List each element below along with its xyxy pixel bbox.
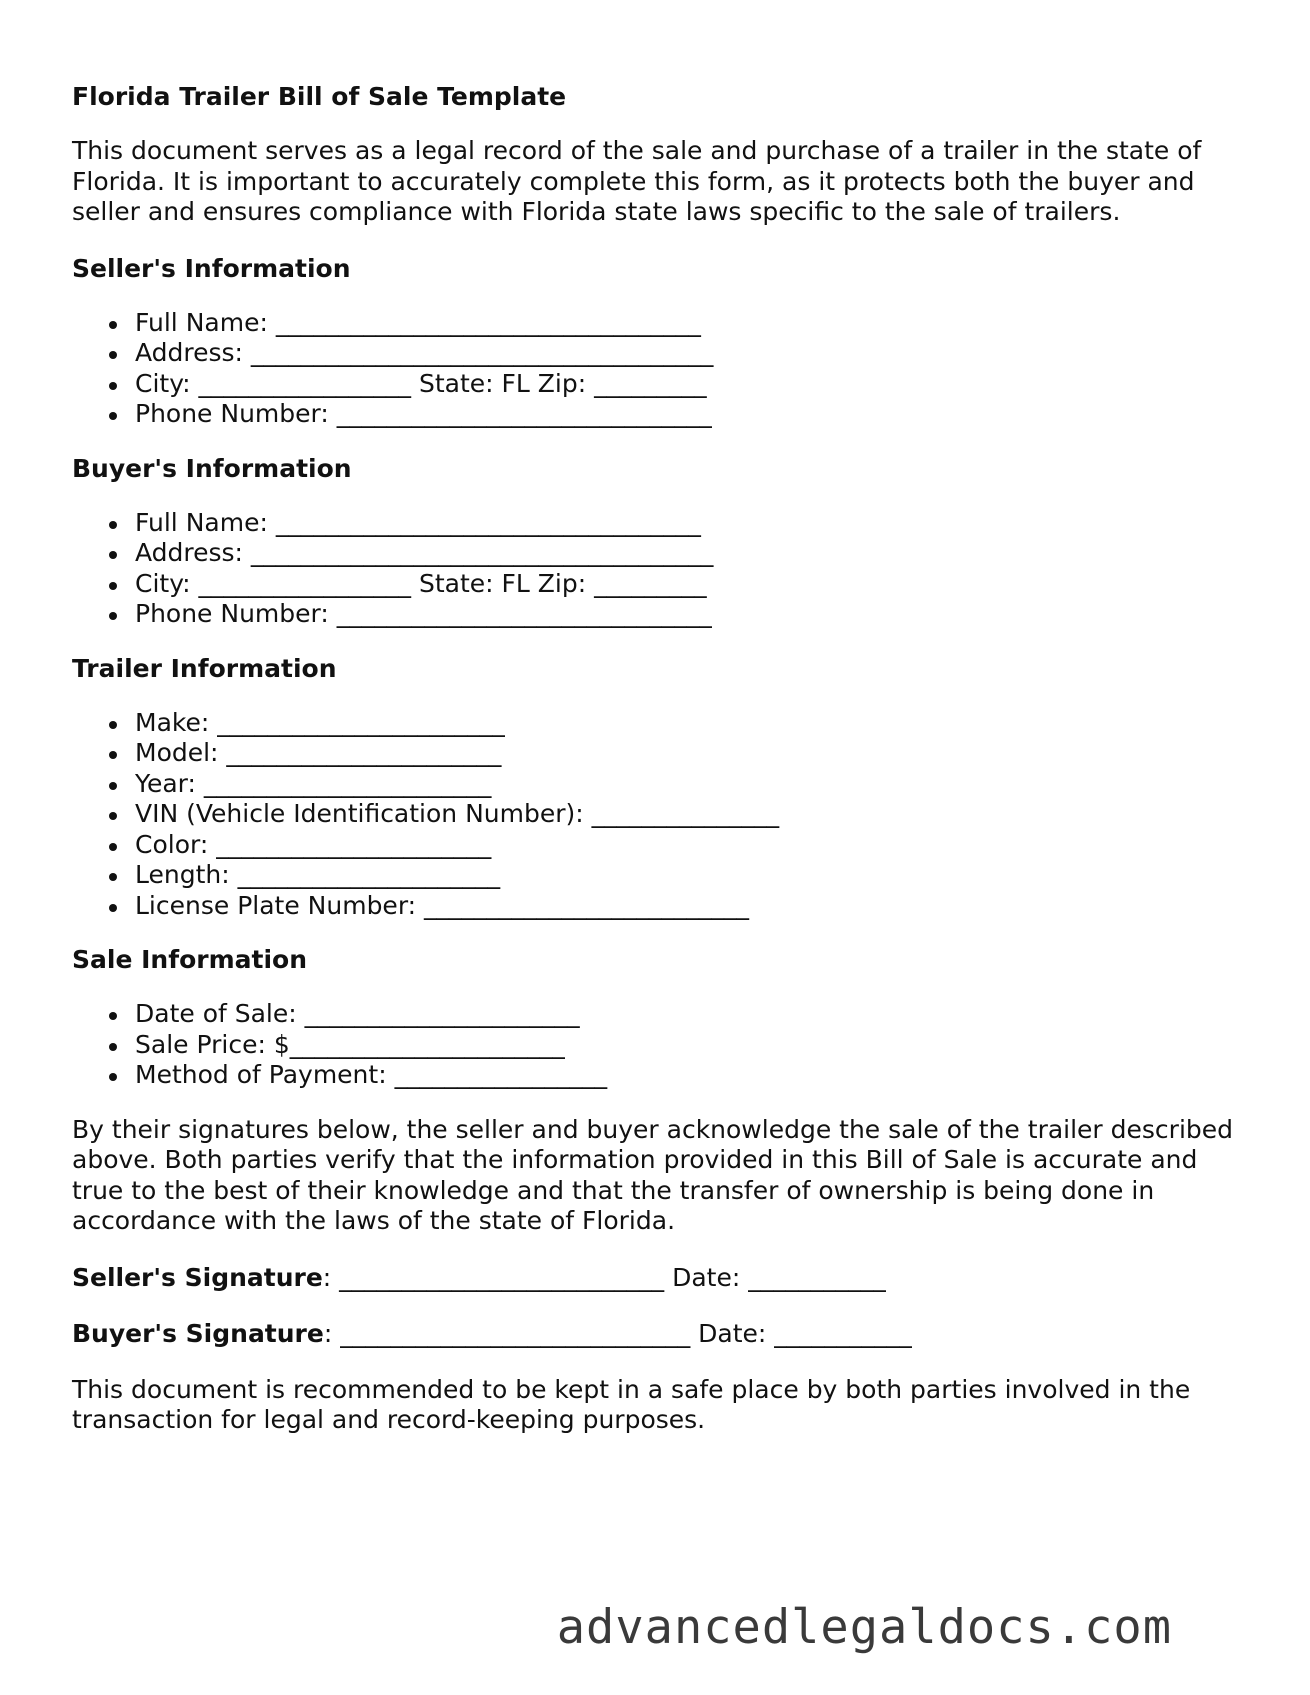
seller-full-name-field: Full Name: __________________________________	[135, 308, 1242, 339]
trailer-length-field: Length: _____________________	[135, 860, 1242, 891]
sale-date-field: Date of Sale: ______________________	[135, 999, 1242, 1030]
sale-info-list	[72, 999, 1242, 1091]
trailer-year-field: Year: _______________________	[135, 769, 1242, 800]
seller-signature-label: Seller's Signature	[72, 1262, 323, 1292]
buyer-info-list	[72, 508, 1242, 630]
trailer-make-field: Make: _______________________	[135, 708, 1242, 739]
seller-signature-line	[72, 1263, 1242, 1293]
intro-paragraph: This document serves as a legal record of the sale and purchase of a trailer in the state of Florida. It is important to accurately complete this form, as it protects both the buyer and seller and ensures compliance with Florida state laws specific to the sale of trailers.	[72, 136, 1202, 226]
buyer-full-name-field: Full Name: __________________________________	[135, 508, 1242, 539]
trailer-license-plate-field: License Plate Number: __________________________	[135, 891, 1242, 922]
buyer-info-heading: Buyer's Information	[72, 453, 352, 483]
acknowledgement-paragraph: By their signatures below, the seller and buyer acknowledge the sale of the trailer described above. Both parties verify that the information provided in this Bill of Sale is accurate and true to the best of their knowledge and that the transfer of ownership is being done in accordance with the laws of the state of Florida.	[72, 1114, 1234, 1235]
site-watermark: advancedlegaldocs.com	[556, 1600, 1172, 1655]
buyer-address-field: Address: _____________________________________	[135, 538, 1242, 569]
buyer-signature-blank: : ____________________________ Date: ___________	[323, 1318, 912, 1348]
seller-phone-field: Phone Number: ______________________________	[135, 399, 1242, 430]
closing-paragraph: This document is recommended to be kept in a safe place by both parties involved in the transaction for legal and record-keeping purposes.	[72, 1374, 1191, 1434]
buyer-signature-line	[72, 1319, 1242, 1349]
buyer-phone-field: Phone Number: ______________________________	[135, 599, 1242, 630]
trailer-model-field: Model: ______________________	[135, 738, 1242, 769]
document-title: Florida Trailer Bill of Sale Template	[72, 82, 567, 111]
trailer-info-list	[72, 708, 1242, 922]
trailer-vin-field: VIN (Vehicle Identification Number): _______________	[135, 799, 1242, 830]
seller-address-field: Address: _____________________________________	[135, 338, 1242, 369]
buyer-signature-label: Buyer's Signature	[72, 1318, 324, 1348]
sale-price-field: Sale Price: $______________________	[135, 1030, 1242, 1061]
document-page	[72, 82, 1242, 1462]
payment-method-field: Method of Payment: _________________	[135, 1060, 1242, 1091]
trailer-color-field: Color: ______________________	[135, 830, 1242, 861]
seller-signature-blank: : __________________________ Date: ___________	[322, 1262, 886, 1292]
seller-info-heading: Seller's Information	[72, 253, 351, 283]
seller-info-list	[72, 308, 1242, 430]
sale-info-heading: Sale Information	[72, 945, 307, 974]
trailer-info-heading: Trailer Information	[72, 653, 337, 683]
buyer-city-state-zip-field: City: _________________ State: FL Zip: _________	[135, 569, 1242, 600]
seller-city-state-zip-field: City: _________________ State: FL Zip: _________	[135, 369, 1242, 400]
